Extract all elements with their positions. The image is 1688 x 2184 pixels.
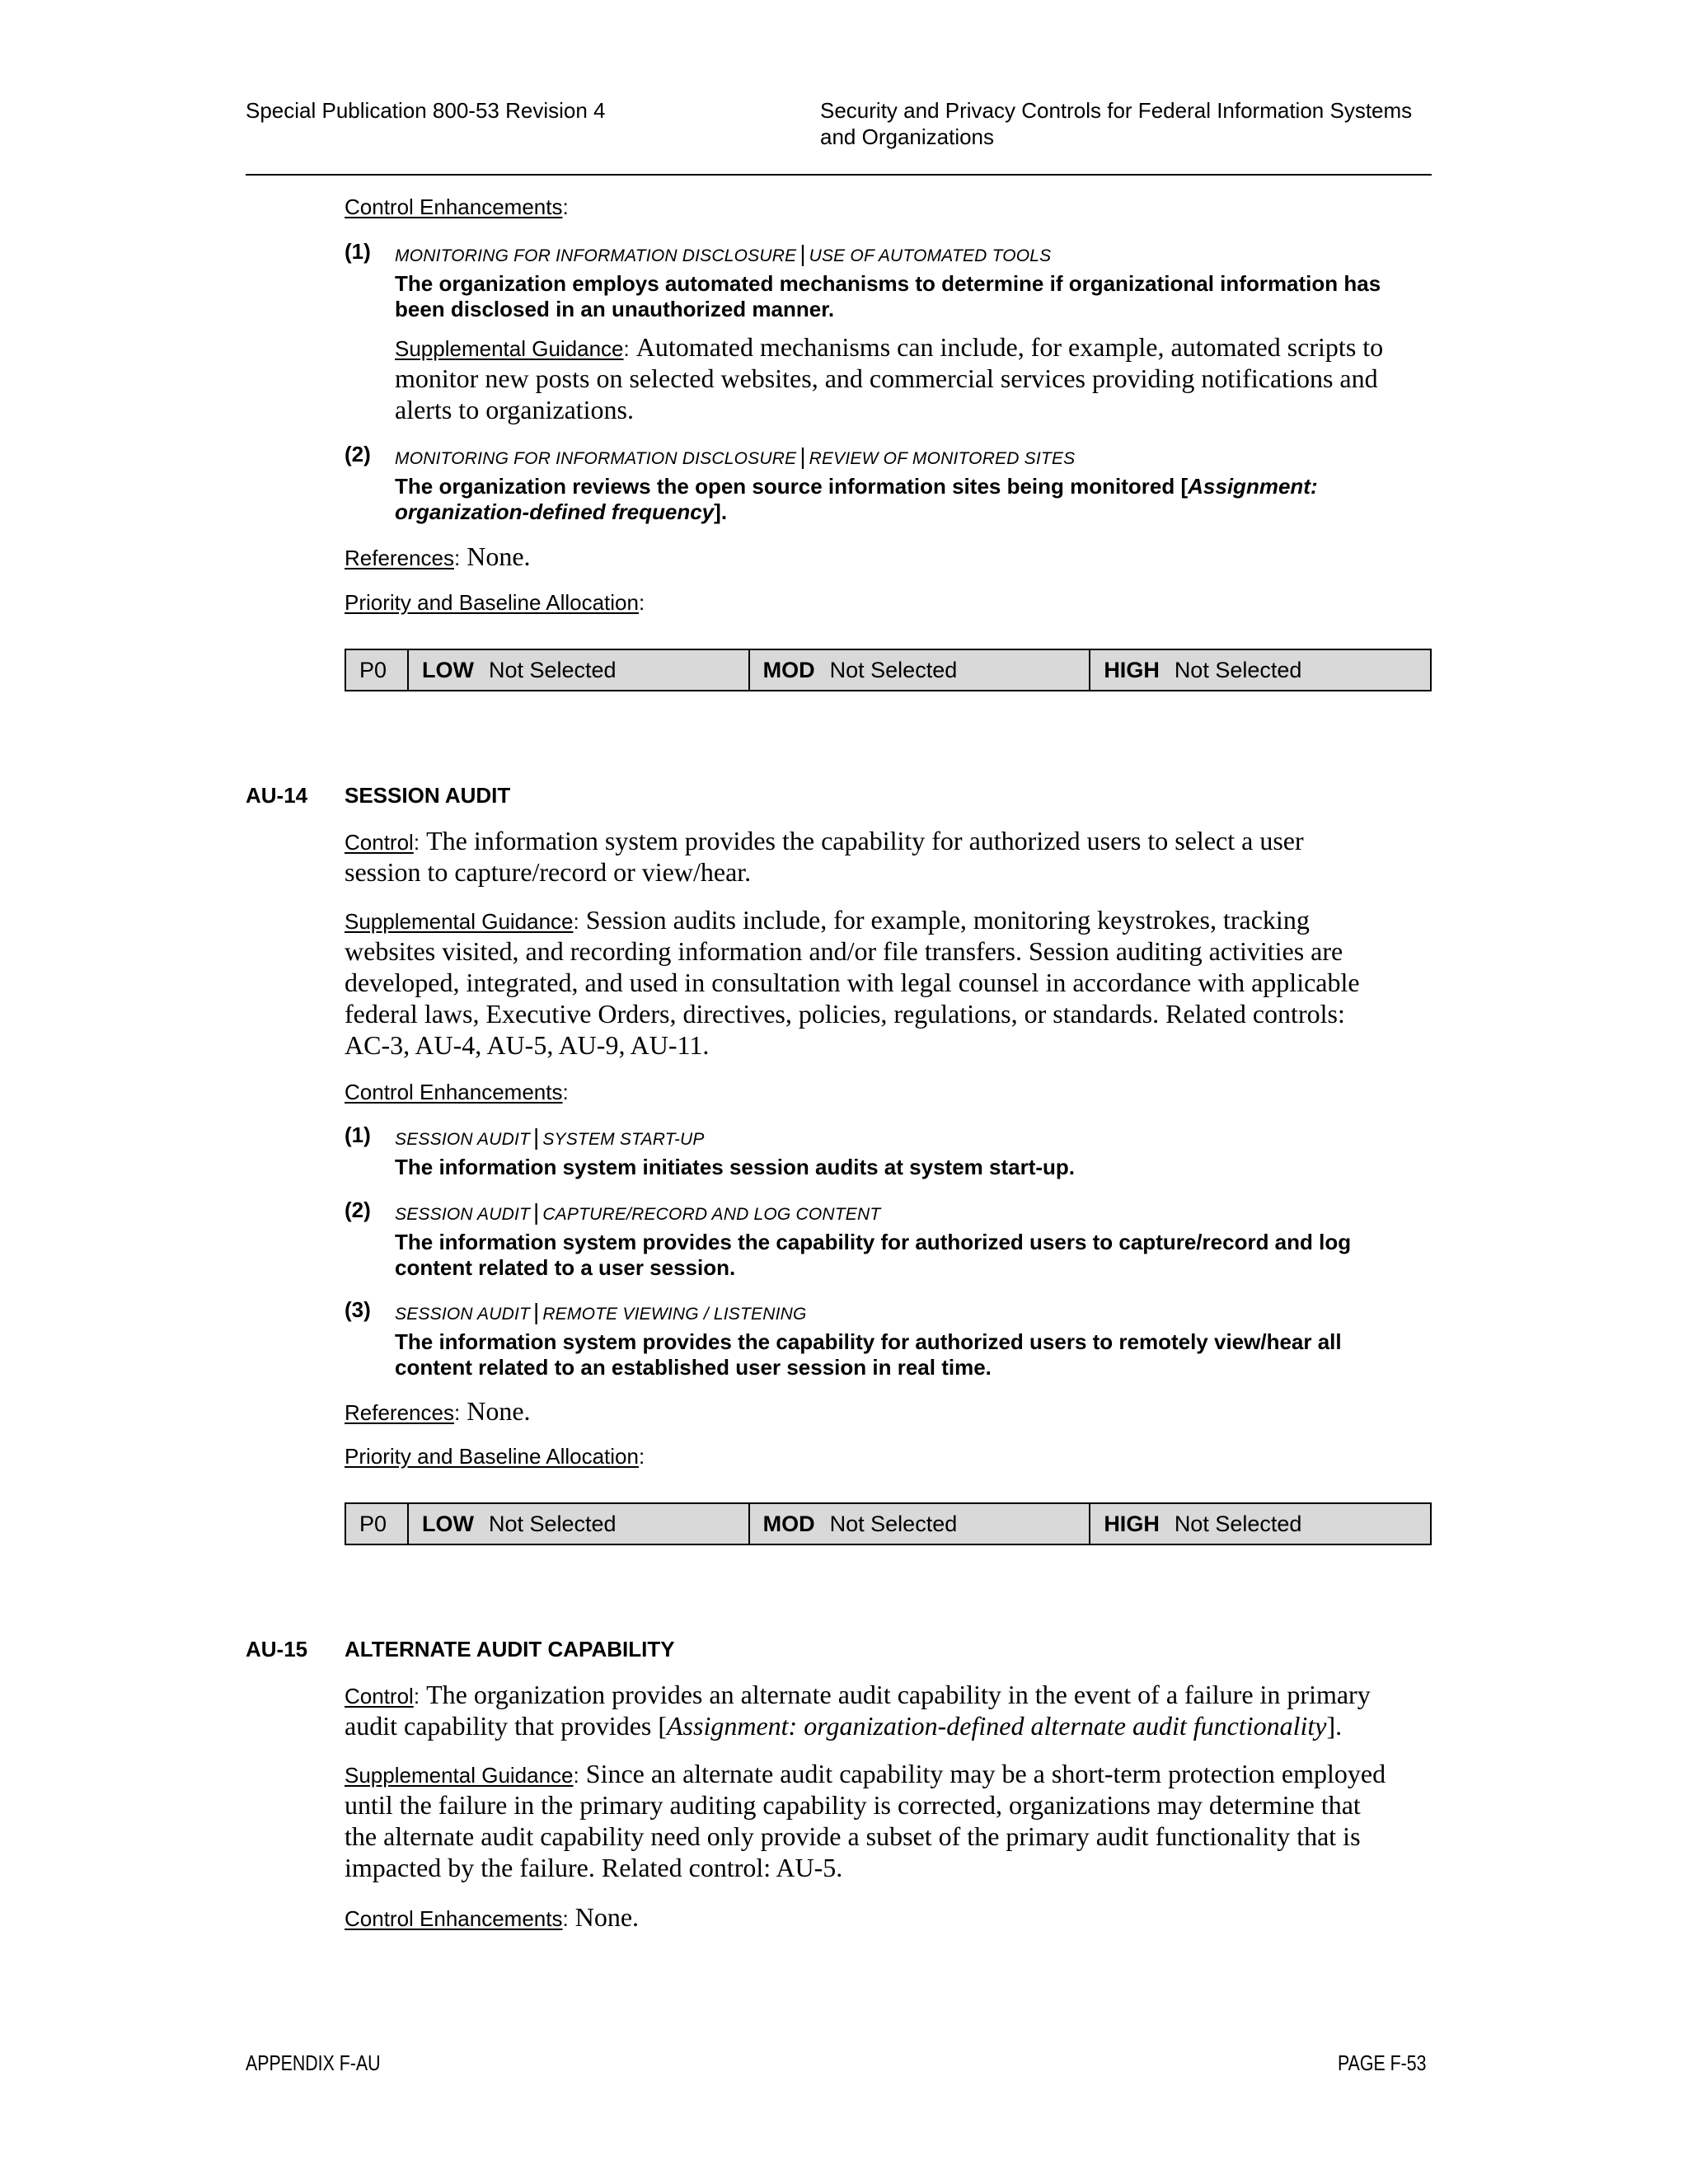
enhancement-statement: The information system provides the capability for authorized users to capture/record and log content related to a user session. xyxy=(395,1230,1352,1280)
baseline-allocation-table xyxy=(345,649,1432,691)
control-enhancements: Control Enhancements: None. xyxy=(345,1902,640,1932)
header-title xyxy=(820,97,1447,150)
control-id: AU-15 xyxy=(246,1637,308,1661)
enhancement-title: SESSION AUDIT | SYSTEM START-UP xyxy=(395,1124,705,1150)
control-statement: Control: The information system provides the capability for authorized users to select a user session to capture/record or view/hear. xyxy=(345,826,1304,887)
enhancement-statement: The information system provides the capability for authorized users to remotely view/hear all content related to an established user session in real time. xyxy=(395,1329,1342,1380)
control-name: SESSION AUDIT xyxy=(345,783,511,808)
mod-baseline-cell: MOD Not Selected xyxy=(749,649,1090,691)
enhancement-number: (3) xyxy=(345,1297,371,1322)
enhancement-statement: The organization employs automated mechanisms to determine if organizational information has been disclosed in an unauthorized manner. xyxy=(395,271,1381,321)
high-baseline-cell: HIGH Not Selected xyxy=(1090,1503,1431,1544)
footer-page-number: PAGE F-53 xyxy=(1338,2050,1427,2075)
control-statement: Control: The organization provides an alternate audit capability in the event of a failure in primary audit capability that provides [Assignment: organization-defined alternate audit functionality]. xyxy=(345,1680,1371,1741)
references: References: None. xyxy=(345,541,531,571)
footer-appendix: APPENDIX F-AU xyxy=(246,2050,381,2075)
enhancement-title: SESSION AUDIT | REMOTE VIEWING / LISTENING xyxy=(395,1299,807,1324)
header-title-line1: Security and Privacy Controls for Federal Information Systems xyxy=(820,98,1413,123)
supplemental-guidance: Supplemental Guidance: Since an alternate audit capability may be a short-term protection employed until the failure in the primary auditing capability is corrected, organizations may determine that the alternate audit capability need only provide a subset of the primary audit functionality that is impacted by the failure. Related control: AU-5. xyxy=(345,1759,1386,1882)
priority-cell: P0 xyxy=(345,1503,408,1544)
low-baseline-cell: LOW Not Selected xyxy=(408,1503,749,1544)
enhancement-number: (2) xyxy=(345,442,371,466)
header-title-line2: and Organizations xyxy=(820,124,995,149)
enhancement-number: (2) xyxy=(345,1197,371,1222)
enhancement-statement: The information system initiates session audits at system start-up. xyxy=(395,1155,1075,1179)
low-baseline-cell: LOW Not Selected xyxy=(408,649,749,691)
control-id: AU-14 xyxy=(246,783,308,808)
high-baseline-cell: HIGH Not Selected xyxy=(1090,649,1431,691)
mod-baseline-cell: MOD Not Selected xyxy=(749,1503,1090,1544)
priority-cell: P0 xyxy=(345,649,408,691)
enhancement-title: MONITORING FOR INFORMATION DISCLOSURE | USE OF AUTOMATED TOOLS xyxy=(395,241,1052,266)
enhancement-number: (1) xyxy=(345,239,371,264)
enhancement-title: SESSION AUDIT | CAPTURE/RECORD AND LOG CONTENT xyxy=(395,1199,881,1225)
priority-baseline-heading: Priority and Baseline Allocation: xyxy=(345,590,645,615)
baseline-allocation-table xyxy=(345,1502,1432,1545)
references: References: None. xyxy=(345,1396,531,1426)
control-name: ALTERNATE AUDIT CAPABILITY xyxy=(345,1637,675,1661)
supplemental-guidance: Supplemental Guidance: Automated mechanisms can include, for example, automated scripts to monitor new posts on selected websites, and commercial services providing notifications and alerts to organizations. xyxy=(395,332,1384,424)
enhancement-number: (1) xyxy=(345,1122,371,1147)
enhancement-title: MONITORING FOR INFORMATION DISCLOSURE | REVIEW OF MONITORED SITES xyxy=(395,443,1076,469)
header-divider xyxy=(246,174,1432,176)
enhancement-statement: The organization reviews the open source information sites being monitored [Assignment: organization-defined frequency]. xyxy=(395,474,1318,524)
supplemental-guidance: Supplemental Guidance: Session audits include, for example, monitoring keystrokes, tracking websites visited, and recording information and/or file transfers. Session auditing activities are developed, integrated, and used in consultation with legal counsel in accordance with applicable federal laws, Executive Orders, directives, policies, regulations, or standards. Related controls: AC-3, AU-4, AU-5, AU-9, AU-11. xyxy=(345,905,1360,1060)
priority-baseline-heading: Priority and Baseline Allocation: xyxy=(345,1444,645,1469)
control-enhancements-heading: Control Enhancements: xyxy=(345,1080,569,1104)
header-publication: Special Publication 800-53 Revision 4 xyxy=(246,98,606,123)
control-enhancements-heading: Control Enhancements: xyxy=(345,194,569,219)
